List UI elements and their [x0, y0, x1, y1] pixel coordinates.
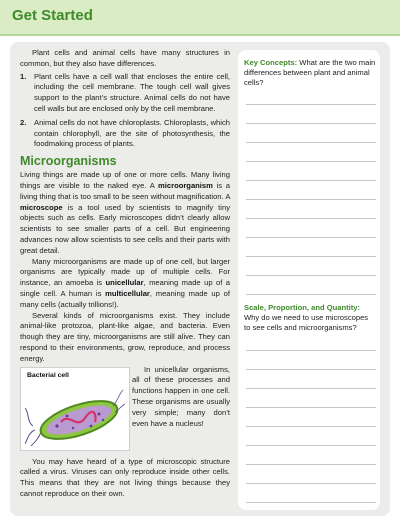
main-column: [20, 48, 230, 500]
paragraph: [20, 257, 230, 311]
term-microscope: microscope: [20, 202, 63, 212]
list-item-text: Plant cells have a cell wall that encloses the entire cell, including the cell membrane. The tough cell wall gives support to the plant’s structure. Animal cells do not have cell walls but are enclosed only by the cell membrane.: [34, 71, 230, 113]
answer-line[interactable]: [246, 161, 376, 162]
paragraph: In unicellular organisms, all of these processes and functions happen in one cell. These organisms are usually very simple; many don’t even have a nucleus!: [132, 364, 230, 428]
figure-title: Bacterial cell: [27, 371, 69, 379]
answer-line[interactable]: [246, 350, 376, 351]
section-heading: Microorganisms: [20, 154, 117, 169]
figure-side-text: [132, 365, 230, 430]
paragraph: You may have heard of a type of microscopic structure called a virus. Viruses can only reproduce inside other cells. This means that they are not living things because they cannot reproduce on their own.: [20, 456, 230, 498]
answer-line[interactable]: [246, 104, 376, 105]
answer-line[interactable]: [246, 407, 376, 408]
list-item-text: Animal cells do not have chloroplasts. Chloroplasts, which contain chlorophyll, are the site of photosynthesis, the foodmaking process of plants.: [34, 117, 230, 149]
text-run: Living things are made up of one or more cells. Many living things are visible to the naked eye. A: [20, 170, 230, 190]
text-run: is a living thing that is too small to be seen without magnification. A: [20, 180, 230, 201]
scale-proportion-text: Why do we need to use microscopes to see cells and microorganisms?: [244, 313, 369, 332]
answer-line[interactable]: [246, 502, 376, 503]
text-run: , meaning made up of a single cell. A human is: [20, 278, 230, 298]
key-concepts-sidebar: [238, 50, 380, 510]
answer-line[interactable]: [246, 388, 376, 389]
answer-line[interactable]: [246, 218, 376, 219]
answer-line[interactable]: [246, 294, 376, 295]
answer-line[interactable]: [246, 464, 376, 465]
scale-proportion-label: Scale, Proportion, and Quantity:: [244, 303, 361, 312]
bacterial-cell-figure: [20, 367, 130, 451]
answer-line[interactable]: [246, 256, 376, 257]
answer-line[interactable]: [246, 180, 376, 181]
answer-line[interactable]: [246, 275, 376, 276]
answer-line[interactable]: [246, 369, 376, 370]
list-item: [20, 72, 230, 115]
key-concepts-question: [244, 58, 376, 88]
key-concepts-text: What are the two main differences between plant and animal cells?: [244, 58, 376, 87]
answer-line[interactable]: [246, 445, 376, 446]
term-multicellular: multicellular: [105, 288, 150, 298]
intro-paragraph: Plant cells and animal cells have many structures in common, but they also have differences.: [20, 48, 230, 68]
bacterial-cell-illustration: [25, 382, 125, 446]
term-unicellular: unicellular: [105, 278, 144, 288]
figure-row: [20, 365, 230, 457]
list-item: [20, 118, 230, 150]
paragraph: [20, 170, 230, 256]
scale-proportion-question: [244, 303, 376, 333]
answer-line[interactable]: [246, 483, 376, 484]
page-header: [0, 0, 400, 36]
key-concepts-label: Key Concepts:: [244, 58, 298, 67]
text-run: is a tool used by scientists to magnify tiny objects such as cells. Early microscopes didn’t clearly allow scientists to see smaller parts of a cell. But engineering advances now allow scientists to see cells and their parts with great detail.: [20, 202, 230, 255]
term-microorganism: microorganism: [158, 180, 213, 190]
answer-line[interactable]: [246, 426, 376, 427]
paragraph: Several kinds of microorganisms exist. They include animal-like protozoa, plant-like algae, and bacteria. Even though they are tiny, microorganisms are still alive. They can respond to their environments, grow, reproduce, and process energy.: [20, 310, 230, 363]
answer-line[interactable]: [246, 199, 376, 200]
text-run: , meaning made up of many cells (actually trillions!).: [20, 288, 230, 309]
text-run: Many microorganisms are made up of one cell, but larger organisms are typically made up of multiple cells. For instance, an amoeba is: [20, 256, 230, 288]
differences-list: [20, 72, 230, 151]
answer-line[interactable]: [246, 123, 376, 124]
list-item-number: 1.: [20, 71, 27, 81]
list-item-number: 2.: [20, 117, 27, 127]
page-title: Get Started: [12, 7, 93, 24]
answer-line[interactable]: [246, 237, 376, 238]
answer-line[interactable]: [246, 142, 376, 143]
